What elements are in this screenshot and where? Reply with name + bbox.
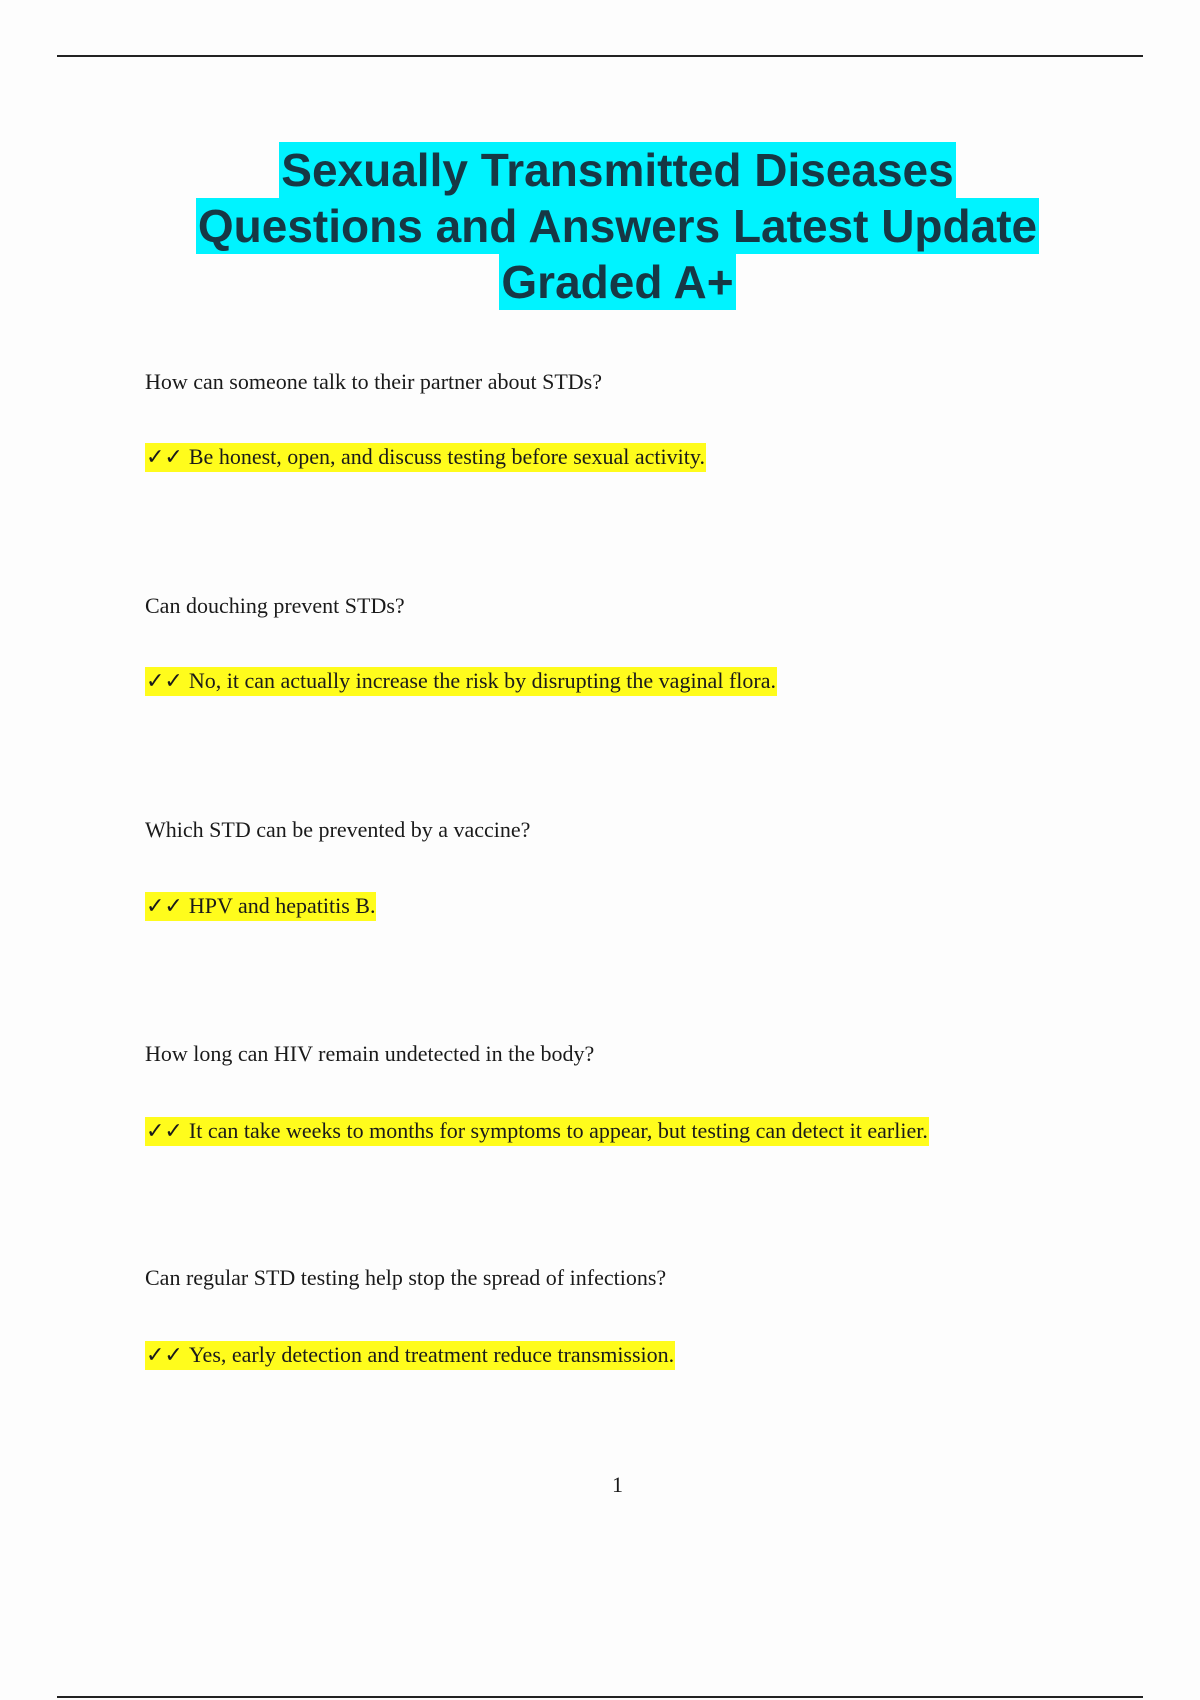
answer-4 [145, 1117, 929, 1146]
document-title [0, 142, 1200, 310]
answer-text: Be honest, open, and discuss testing before sexual activity. [188, 444, 705, 469]
answer-text: HPV and hepatitis B. [188, 893, 376, 918]
bottom-rule [57, 1696, 1143, 1698]
question-4: How long can HIV remain undetected in the body? [145, 1041, 595, 1066]
title-line-3: Graded A+ [501, 256, 734, 308]
title-line-2: Questions and Answers Latest Update [197, 200, 1038, 252]
answer-text: It can take weeks to months for symptoms to appear, but testing can detect it earlier. [188, 1118, 928, 1143]
answer-3 [145, 892, 376, 921]
double-check-icon: ✓✓ [146, 894, 183, 919]
answer-1 [145, 443, 706, 472]
double-check-icon: ✓✓ [146, 1343, 183, 1368]
answer-text: Yes, early detection and treatment reduce transmission. [188, 1342, 675, 1367]
title-line-1: Sexually Transmitted Diseases [281, 144, 954, 196]
question-3: Which STD can be prevented by a vaccine? [145, 817, 531, 842]
question-1: How can someone talk to their partner about STDs? [145, 369, 602, 394]
double-check-icon: ✓✓ [146, 669, 183, 694]
answer-2 [145, 667, 777, 696]
top-rule [57, 55, 1143, 57]
answer-5 [145, 1341, 675, 1370]
question-2: Can douching prevent STDs? [145, 593, 405, 618]
double-check-icon: ✓✓ [146, 1119, 183, 1144]
page-number: 1 [612, 1472, 623, 1497]
question-5: Can regular STD testing help stop the spread of infections? [145, 1265, 667, 1290]
answer-text: No, it can actually increase the risk by disrupting the vaginal flora. [188, 668, 776, 693]
double-check-icon: ✓✓ [146, 445, 183, 470]
